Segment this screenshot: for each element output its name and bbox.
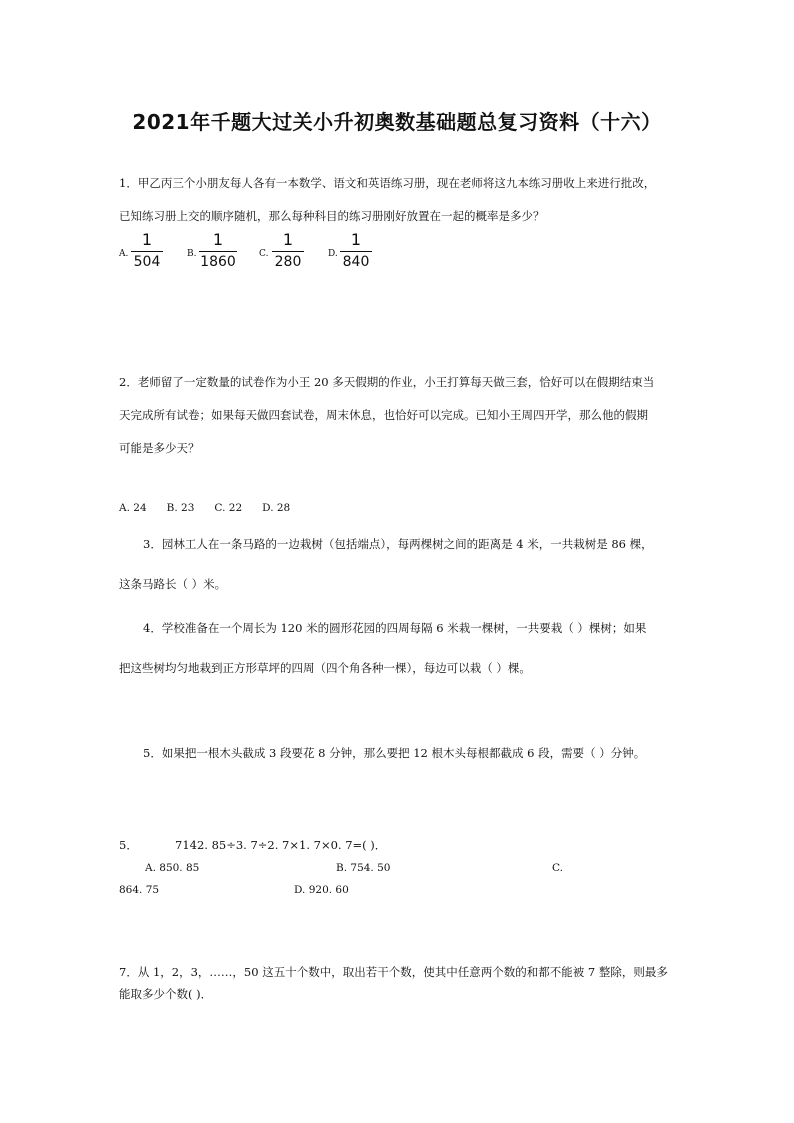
option-b-label: B. bbox=[187, 249, 197, 259]
question-7-line-1: 7．从 1，2，3，……，50 这五十个数中，取出若干个数，使其中任意两个数的和都不能被 7 整除，则最多 bbox=[119, 965, 668, 979]
option-a-numerator: 1 bbox=[141, 230, 153, 249]
question-1-line-2: 已知练习册上交的顺序随机，那么每种科目的练习册刚好放置在一起的概率是多少？ bbox=[119, 209, 545, 223]
option-b-denominator: 1860 bbox=[200, 254, 236, 270]
question-5b-option-b: B. 754. 50 bbox=[336, 862, 391, 874]
option-c-label: C. bbox=[259, 249, 269, 259]
option-d-label: D. bbox=[328, 249, 338, 259]
question-2-options: A. 24 B. 23 C. 22 D. 28 bbox=[119, 502, 291, 514]
option-a-fraction bbox=[131, 230, 163, 271]
option-b-numerator: 1 bbox=[212, 230, 224, 249]
fraction-bar bbox=[340, 251, 372, 252]
question-7-line-2: 能取多少个数( )． bbox=[119, 987, 213, 1001]
option-d-fraction bbox=[340, 230, 372, 271]
option-a-label: A. bbox=[119, 249, 129, 259]
question-5b-option-d: D. 920. 60 bbox=[294, 884, 349, 896]
question-3-line-1: 3．园林工人在一条马路的一边栽树（包括端点），每两棵树之间的距离是 4 米，一共栽树是 86 棵， bbox=[143, 537, 653, 551]
option-c-fraction bbox=[272, 230, 304, 271]
fraction-bar bbox=[199, 251, 237, 252]
fraction-bar bbox=[272, 251, 304, 252]
question-5b-option-c: C. bbox=[552, 862, 563, 874]
option-c-numerator: 1 bbox=[282, 230, 294, 249]
question-5b-option-c-value: 864. 75 bbox=[119, 884, 160, 896]
question-5b-expression: 7142. 85÷3. 7÷2. 7×1. 7×0. 7=( )． bbox=[175, 838, 387, 852]
option-c-denominator: 280 bbox=[274, 254, 302, 270]
question-2-line-3: 可能是多少天？ bbox=[119, 441, 200, 455]
question-5b-label: 5． bbox=[119, 838, 138, 852]
question-4-line-1: 4．学校准备在一个周长为 120 米的圆形花园的四周每隔 6 米栽一棵树，一共要栽（ ）棵树；如果 bbox=[143, 621, 647, 635]
question-2-line-1: 2．老师留了一定数量的试卷作为小王 20 多天假期的作业，小王打算每天做三套，恰好可以在假期结束当 bbox=[119, 375, 655, 389]
option-a-denominator: 504 bbox=[133, 254, 161, 270]
question-5a-line-1: 5．如果把一根木头截成 3 段要花 8 分钟，那么要把 12 根木头每根都截成 6 段，需要（ ）分钟。 bbox=[143, 746, 646, 760]
question-2-line-2: 天完成所有试卷；如果每天做四套试卷，周末休息，也恰好可以完成。已知小王周四开学，那么他的假期 bbox=[119, 408, 648, 422]
question-3-line-2: 这条马路长（ ）米。 bbox=[119, 577, 227, 591]
question-1-line-1: 1．甲乙丙三个小朋友每人各有一本数学、语文和英语练习册，现在老师将这九本练习册收上来进行批改， bbox=[119, 176, 656, 190]
option-d-numerator: 1 bbox=[350, 230, 362, 249]
fraction-bar bbox=[131, 251, 163, 252]
question-4-line-2: 把这些树均匀地栽到正方形草坪的四周（四个角各种一棵），每边可以栽（ ）棵。 bbox=[119, 661, 531, 675]
option-d-denominator: 840 bbox=[342, 254, 370, 270]
page-title: 2021年千题大过关小升初奥数基础题总复习资料（十六） bbox=[132, 110, 662, 134]
question-5b-option-a: A. 850. 85 bbox=[145, 862, 200, 874]
option-b-fraction bbox=[199, 230, 237, 271]
